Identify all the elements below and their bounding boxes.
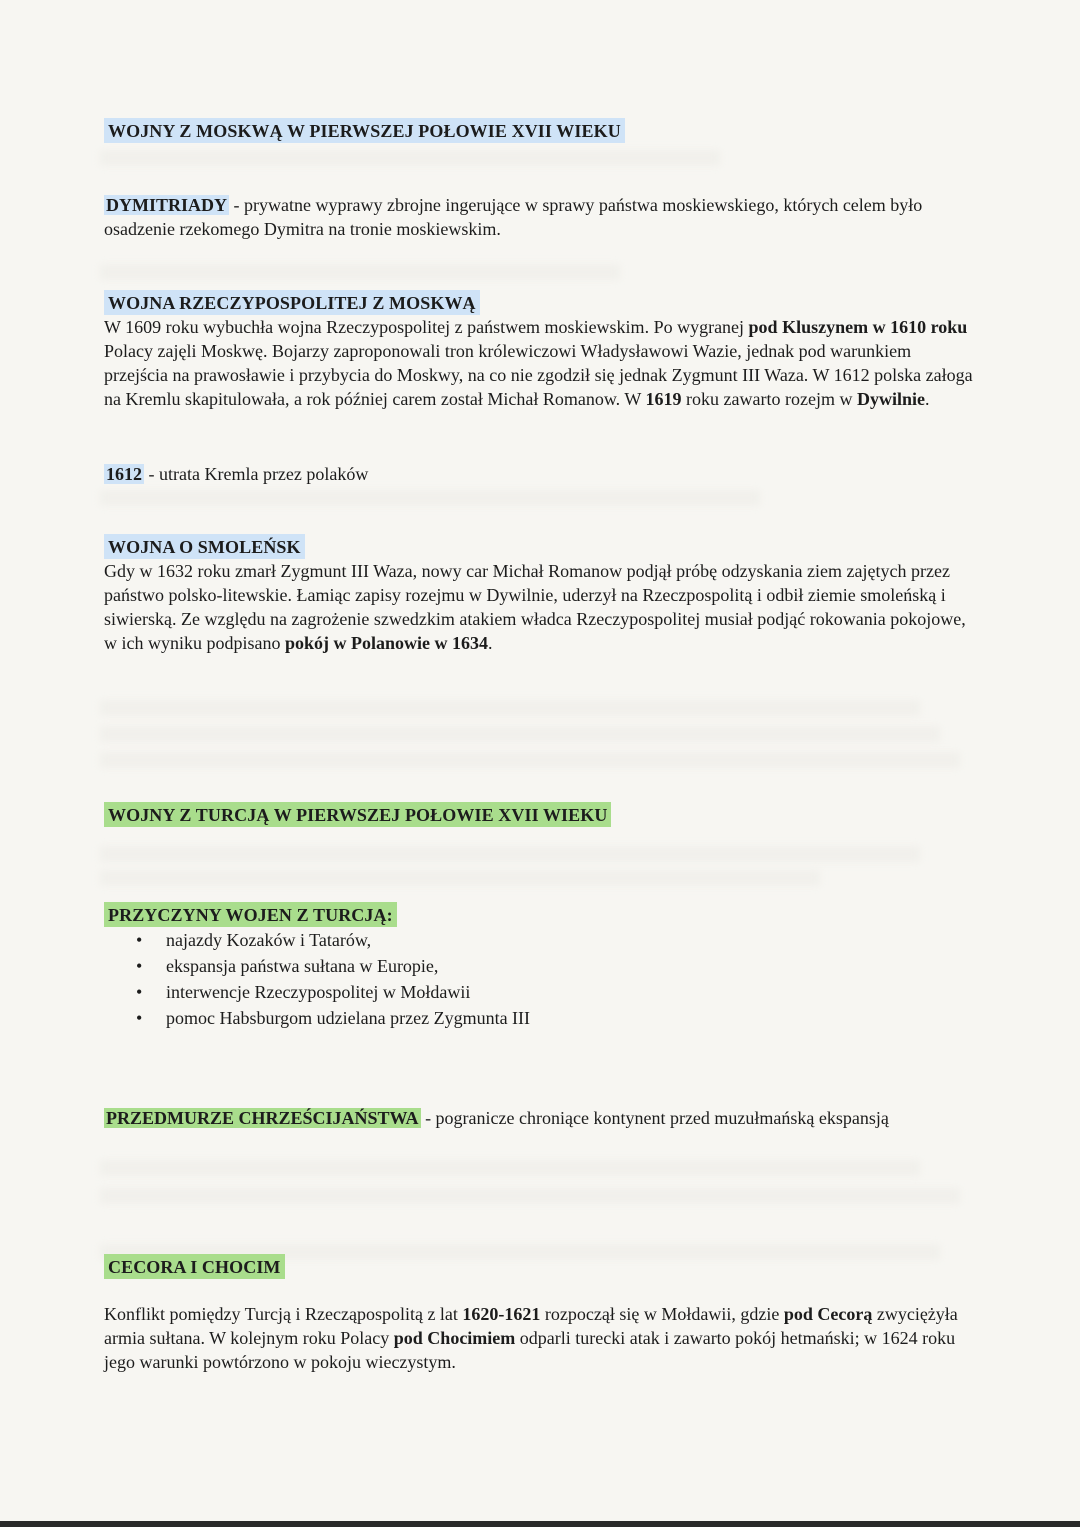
bold-run: pod Chocimiem: [393, 1328, 516, 1348]
smolensk-paragraph: [104, 559, 974, 655]
page-bottom-edge: [0, 1521, 1080, 1527]
text-run: rozpoczął się w Mołdawii, gdzie: [540, 1304, 784, 1324]
section-cecora: [104, 1254, 974, 1279]
war-moscow-paragraph: [104, 315, 974, 411]
text-run: Polacy zajęli Moskwę. Bojarzy zaproponowali tron królewiczowi Władysławowi Wazie, jednak pod warunkiem przejścia na prawosławie i przybycia do Moskwy, na co nie zgodził się jednak Zygmunt III Waza. W 1612 polska załoga na Kremlu skapitulowała, a rok później carem został Michał Romanow. W: [104, 341, 973, 409]
list-item: • najazdy Kozaków i Tatarów,: [166, 927, 974, 953]
text-run: .: [924, 389, 930, 409]
text-run: .: [488, 633, 493, 653]
bold-run: 1620-1621: [462, 1304, 541, 1324]
text-run: odparli turecki atak i zawarto pokój hetmański; w 1624 roku jego warunki powtórzono w pokoju wieczystym.: [104, 1328, 956, 1372]
bold-run: pod Cecorą: [783, 1304, 873, 1324]
heading-war-smolensk: WOJNA O SMOLEŃSK: [104, 534, 305, 559]
section-turkey-heading: [104, 802, 974, 827]
bold-run: pokój w Polanowie w 1634: [284, 633, 488, 653]
bold-run: 1619: [645, 389, 682, 409]
bleed-through: [100, 490, 760, 506]
kremlin-text: - utrata Kremla przez polaków: [144, 464, 369, 484]
bold-run: Dywilnie: [856, 389, 925, 409]
bleed-through: [100, 264, 620, 280]
year-1612: 1612: [106, 464, 142, 484]
przedmurze-definition: [104, 1106, 974, 1130]
heading-war-rzeczpospolita-moscow: WOJNA RZECZYPOSPOLITEJ Z MOSKWĄ: [104, 290, 480, 315]
list-item: • ekspansja państwa sułtana w Europie,: [166, 953, 974, 979]
bleed-through: [100, 1188, 960, 1204]
cecora-paragraph: [104, 1302, 974, 1374]
bleed-through: [100, 1160, 920, 1176]
section-causes: [104, 902, 974, 1031]
heading-wars-with-turkey: WOJNY Z TURCJĄ W PIERWSZEJ POŁOWIE XVII WIEKU: [104, 802, 611, 827]
bleed-through: [100, 726, 940, 742]
heading-cecora-chocim: CECORA I CHOCIM: [104, 1254, 285, 1279]
text-run: Konflikt pomiędzy Turcją i Rzecząpospolitą z lat: [104, 1304, 463, 1324]
kremlin-note: [104, 462, 974, 486]
cecora-paragraph-block: [104, 1302, 974, 1374]
bleed-through: [100, 700, 920, 716]
text-run: roku zawarto rozejm w: [681, 389, 857, 409]
dymitriady-definition: [104, 193, 974, 241]
section-war-moscow: [104, 290, 974, 411]
text-run: zwyciężyła armia sułtana. W kolejnym roku Polacy: [104, 1304, 958, 1348]
section-smolensk: [104, 534, 974, 655]
section-moscow-heading: [104, 118, 974, 143]
heading-wars-with-moscow: WOJNY Z MOSKWĄ W PIERWSZEJ POŁOWIE XVII WIEKU: [104, 118, 625, 143]
list-item: • interwencje Rzeczypospolitej w Mołdawii: [166, 979, 974, 1005]
term-przedmurze: PRZEDMURZE CHRZEŚCIJAŃSTWA: [106, 1108, 419, 1128]
bleed-through: [100, 150, 720, 166]
bleed-through: [100, 752, 960, 768]
przedmurze-text: - pogranicze chroniące kontynent przed muzułmańską ekspansją: [420, 1108, 889, 1128]
text-run: W 1609 roku wybuchła wojna Rzeczypospolitej z państwem moskiewskim. Po wygranej: [104, 317, 749, 337]
text-run: Gdy w 1632 roku zmarł Zygmunt III Waza, nowy car Michał Romanow podjął próbę odzyskania ziem zajętych przez państwo polsko-litewskie. Łamiąc zapisy rozejmu w Dywilnie, uderzył na Rzeczpospolitą i odbił ziemie smoleńską i siwierską. Ze względu na zagrożenie szwedzkim atakiem władca Rzeczypospolitej musiał podjąć rokowania pokojowe, w ich wyniku podpisano: [104, 561, 966, 653]
dymitriady-text: - prywatne wyprawy zbrojne ingerujące w sprawy państwa moskiewskiego, których celem było osadzenie rzekomego Dymitra na tronie moskiewskim.: [104, 195, 923, 239]
term-dymitriady: DYMITRIADY: [106, 195, 227, 215]
heading-causes: PRZYCZYNY WOJEN Z TURCJĄ:: [104, 902, 397, 927]
bleed-through: [100, 870, 820, 886]
causes-list: [104, 927, 974, 1031]
bold-run: pod Kluszynem w 1610 roku: [748, 317, 968, 337]
list-item: • pomoc Habsburgom udzielana przez Zygmunta III: [166, 1005, 974, 1031]
bleed-through: [100, 846, 920, 862]
